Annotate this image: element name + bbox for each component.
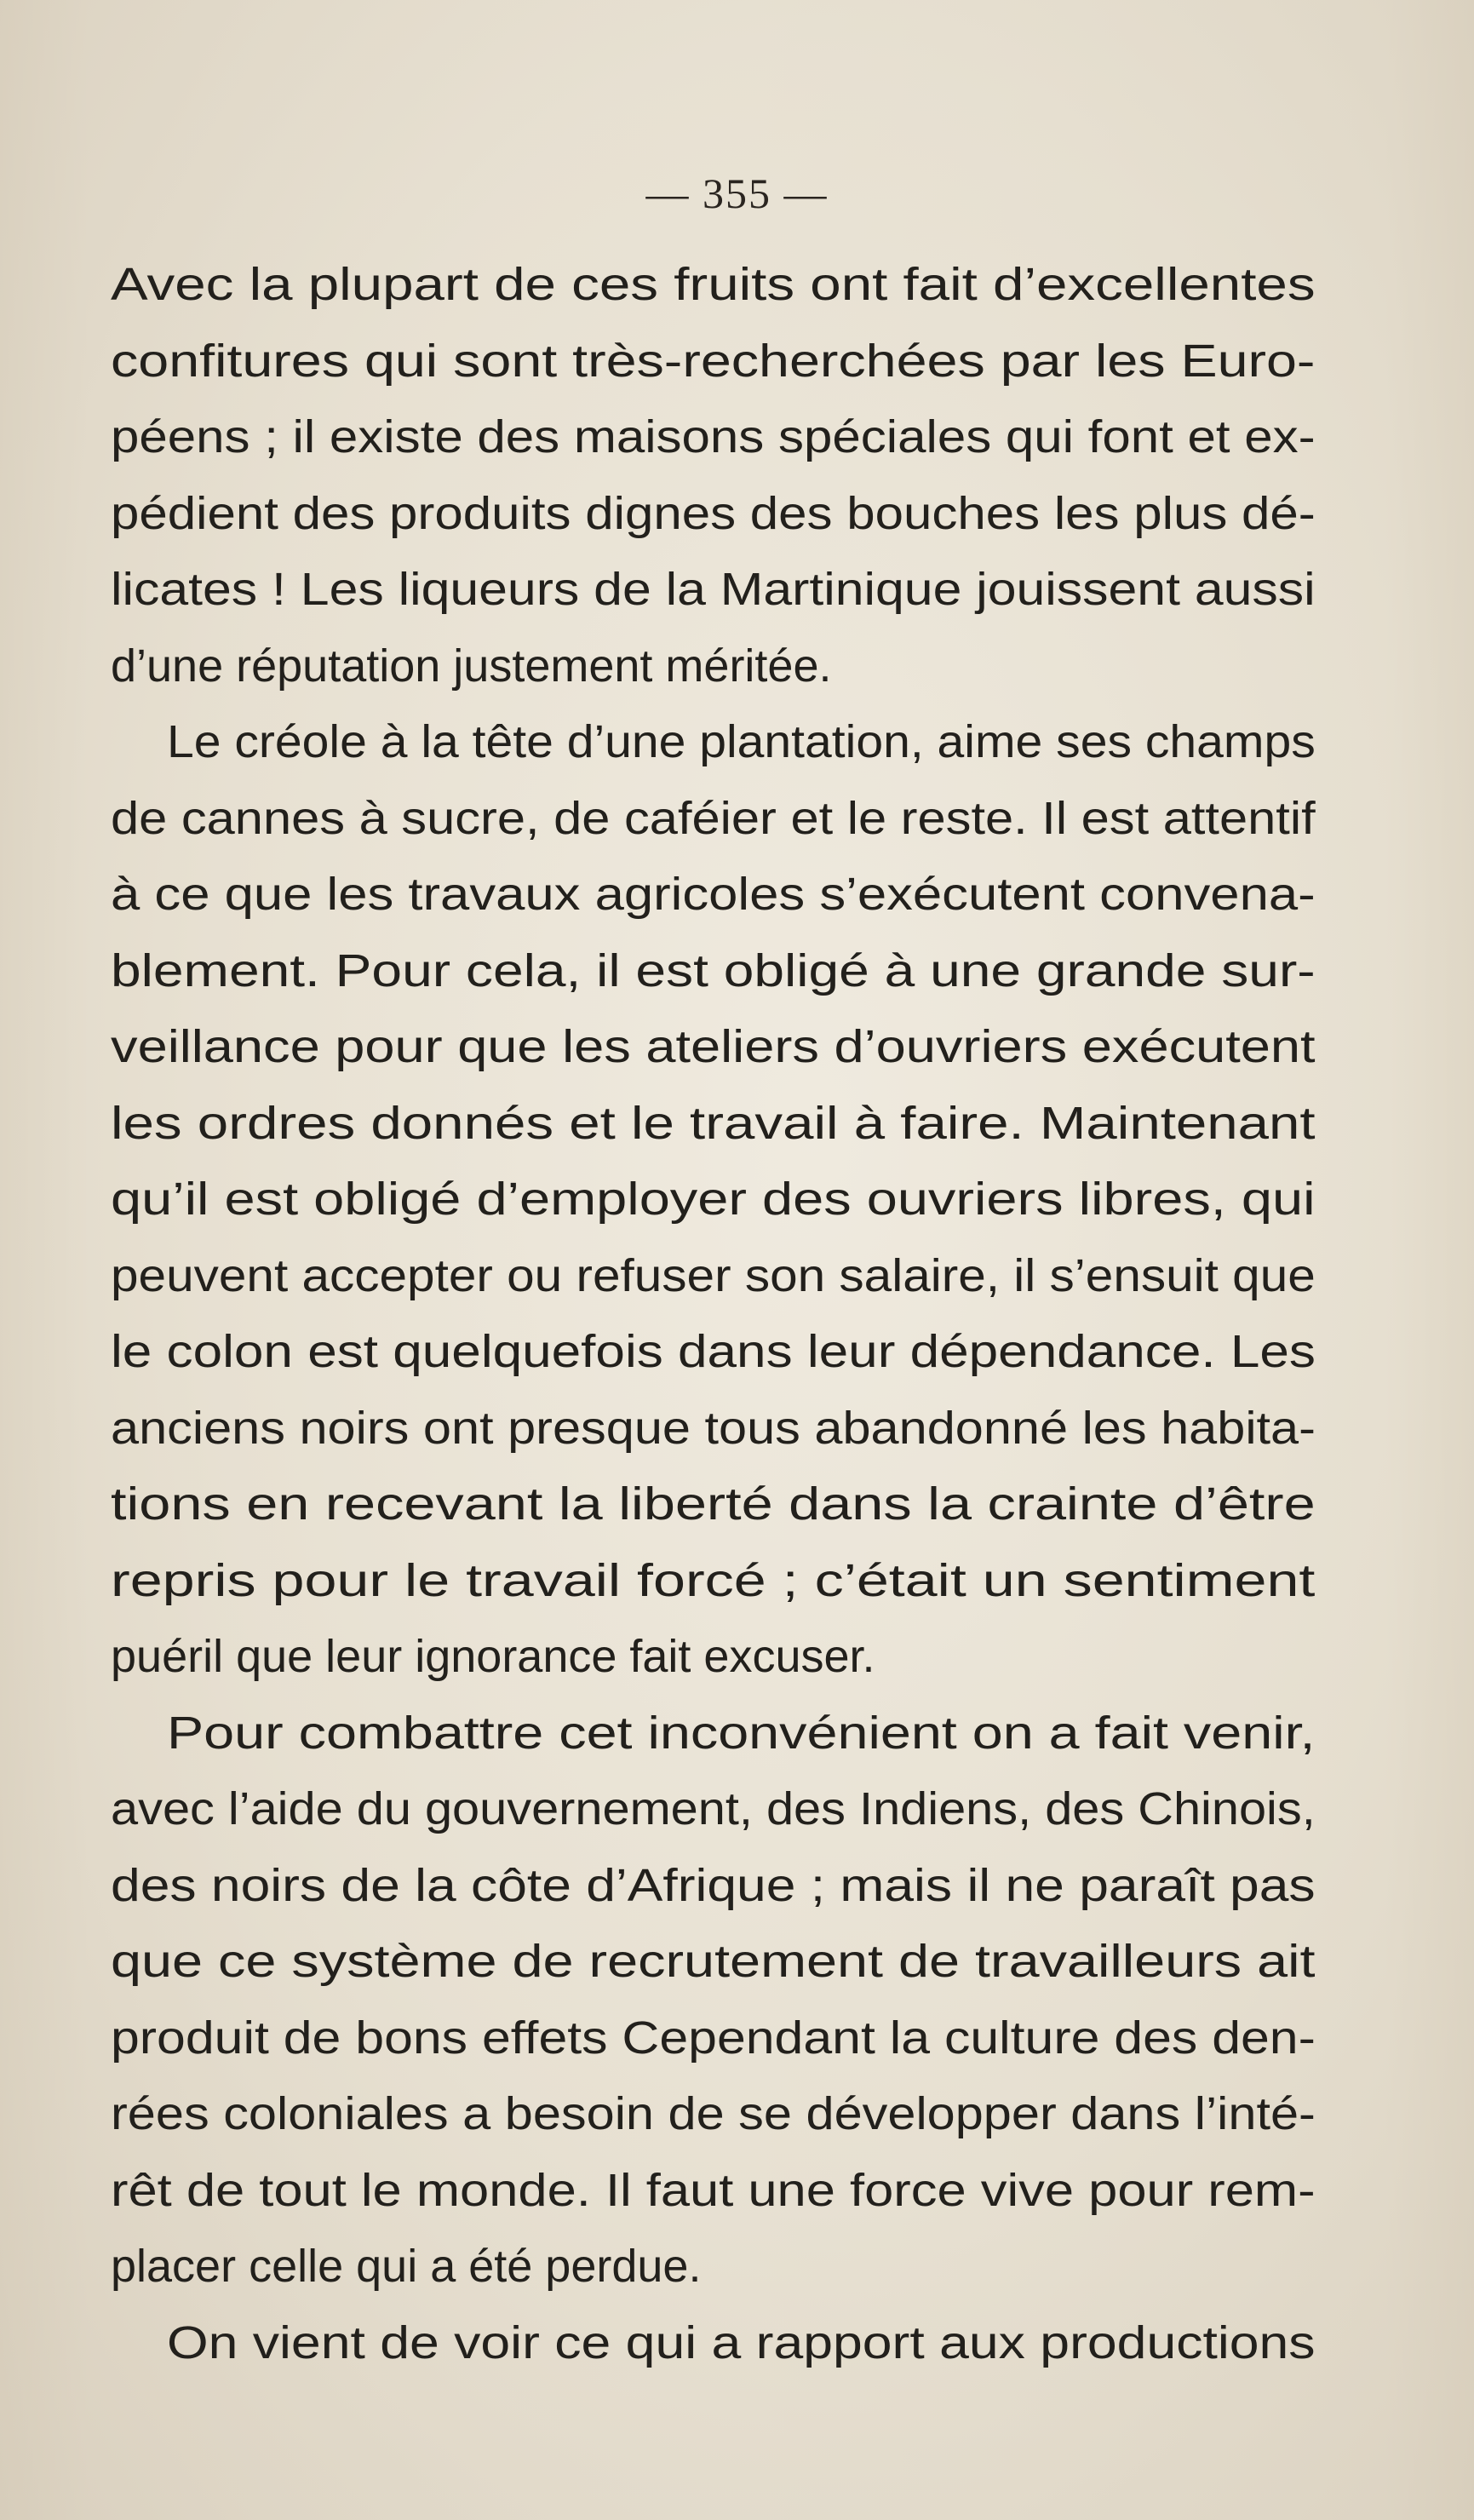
text-line-24: produit de bons effets Cependant la culture des den- [111,2012,1316,2064]
text-line-7: Le créole à la tête d’une plantation, aime ses champs [167,716,1316,767]
text-line-5: licates ! Les liqueurs de la Martinique jouissent aussi [111,564,1316,615]
text-line-8: de cannes à sucre, de caféier et le reste. Il est attentif [111,792,1316,844]
text-line-4: pédient des produits dignes des bouches les plus dé- [111,487,1316,539]
page-number: — 355 — [645,169,829,217]
text-line-6: d’une réputation justement méritée. [111,640,832,692]
text-line-25: rées coloniales a besoin de se développer dans l’inté- [111,2088,1316,2139]
text-line-27: placer celle qui a été perdue. [111,2241,702,2292]
text-line-15: le colon est quelquefois dans leur dépendance. Les [111,1326,1316,1377]
text-line-18: repris pour le travail forcé ; c’était un sentiment [111,1554,1316,1606]
text-line-20: Pour combattre cet inconvénient on a fait venir, [167,1707,1316,1759]
text-line-2: confitures qui sont très-recherchées par les Euro- [111,335,1316,387]
text-line-12: les ordres donnés et le travail à faire. Maintenant [111,1097,1316,1149]
text-line-1: Avec la plupart de ces fruits ont fait d’excellentes [111,259,1316,310]
text-line-23: que ce système de recrutement de travailleurs ait [111,1936,1316,1987]
text-line-22: des noirs de la côte d’Afrique ; mais il ne paraît pas [111,1859,1316,1911]
text-line-3: péens ; il existe des maisons spéciales qui font et ex- [111,411,1316,462]
text-line-16: anciens noirs ont presque tous abandonné les habita- [111,1402,1316,1454]
text-line-21: avec l’aide du gouvernement, des Indiens, des Chinois, [111,1783,1316,1834]
text-line-9: à ce que les travaux agricoles s’exécutent convena- [111,869,1316,920]
text-line-17: tions en recevant la liberté dans la crainte d’être [111,1478,1316,1530]
text-line-11: veillance pour que les ateliers d’ouvriers exécutent [111,1021,1316,1072]
text-line-28: On vient de voir ce qui a rapport aux productions [167,2316,1316,2368]
text-line-10: blement. Pour cela, il est obligé à une grande sur- [111,944,1316,996]
text-line-26: rêt de tout le monde. Il faut une force vive pour rem- [111,2164,1316,2216]
body-text [111,247,1316,2381]
text-line-14: peuvent accepter ou refuser son salaire, il s’ensuit que [111,1249,1316,1301]
text-line-19: puéril que leur ignorance fait excuser. [111,1631,875,1682]
text-line-13: qu’il est obligé d’employer des ouvriers libres, qui [111,1174,1316,1225]
